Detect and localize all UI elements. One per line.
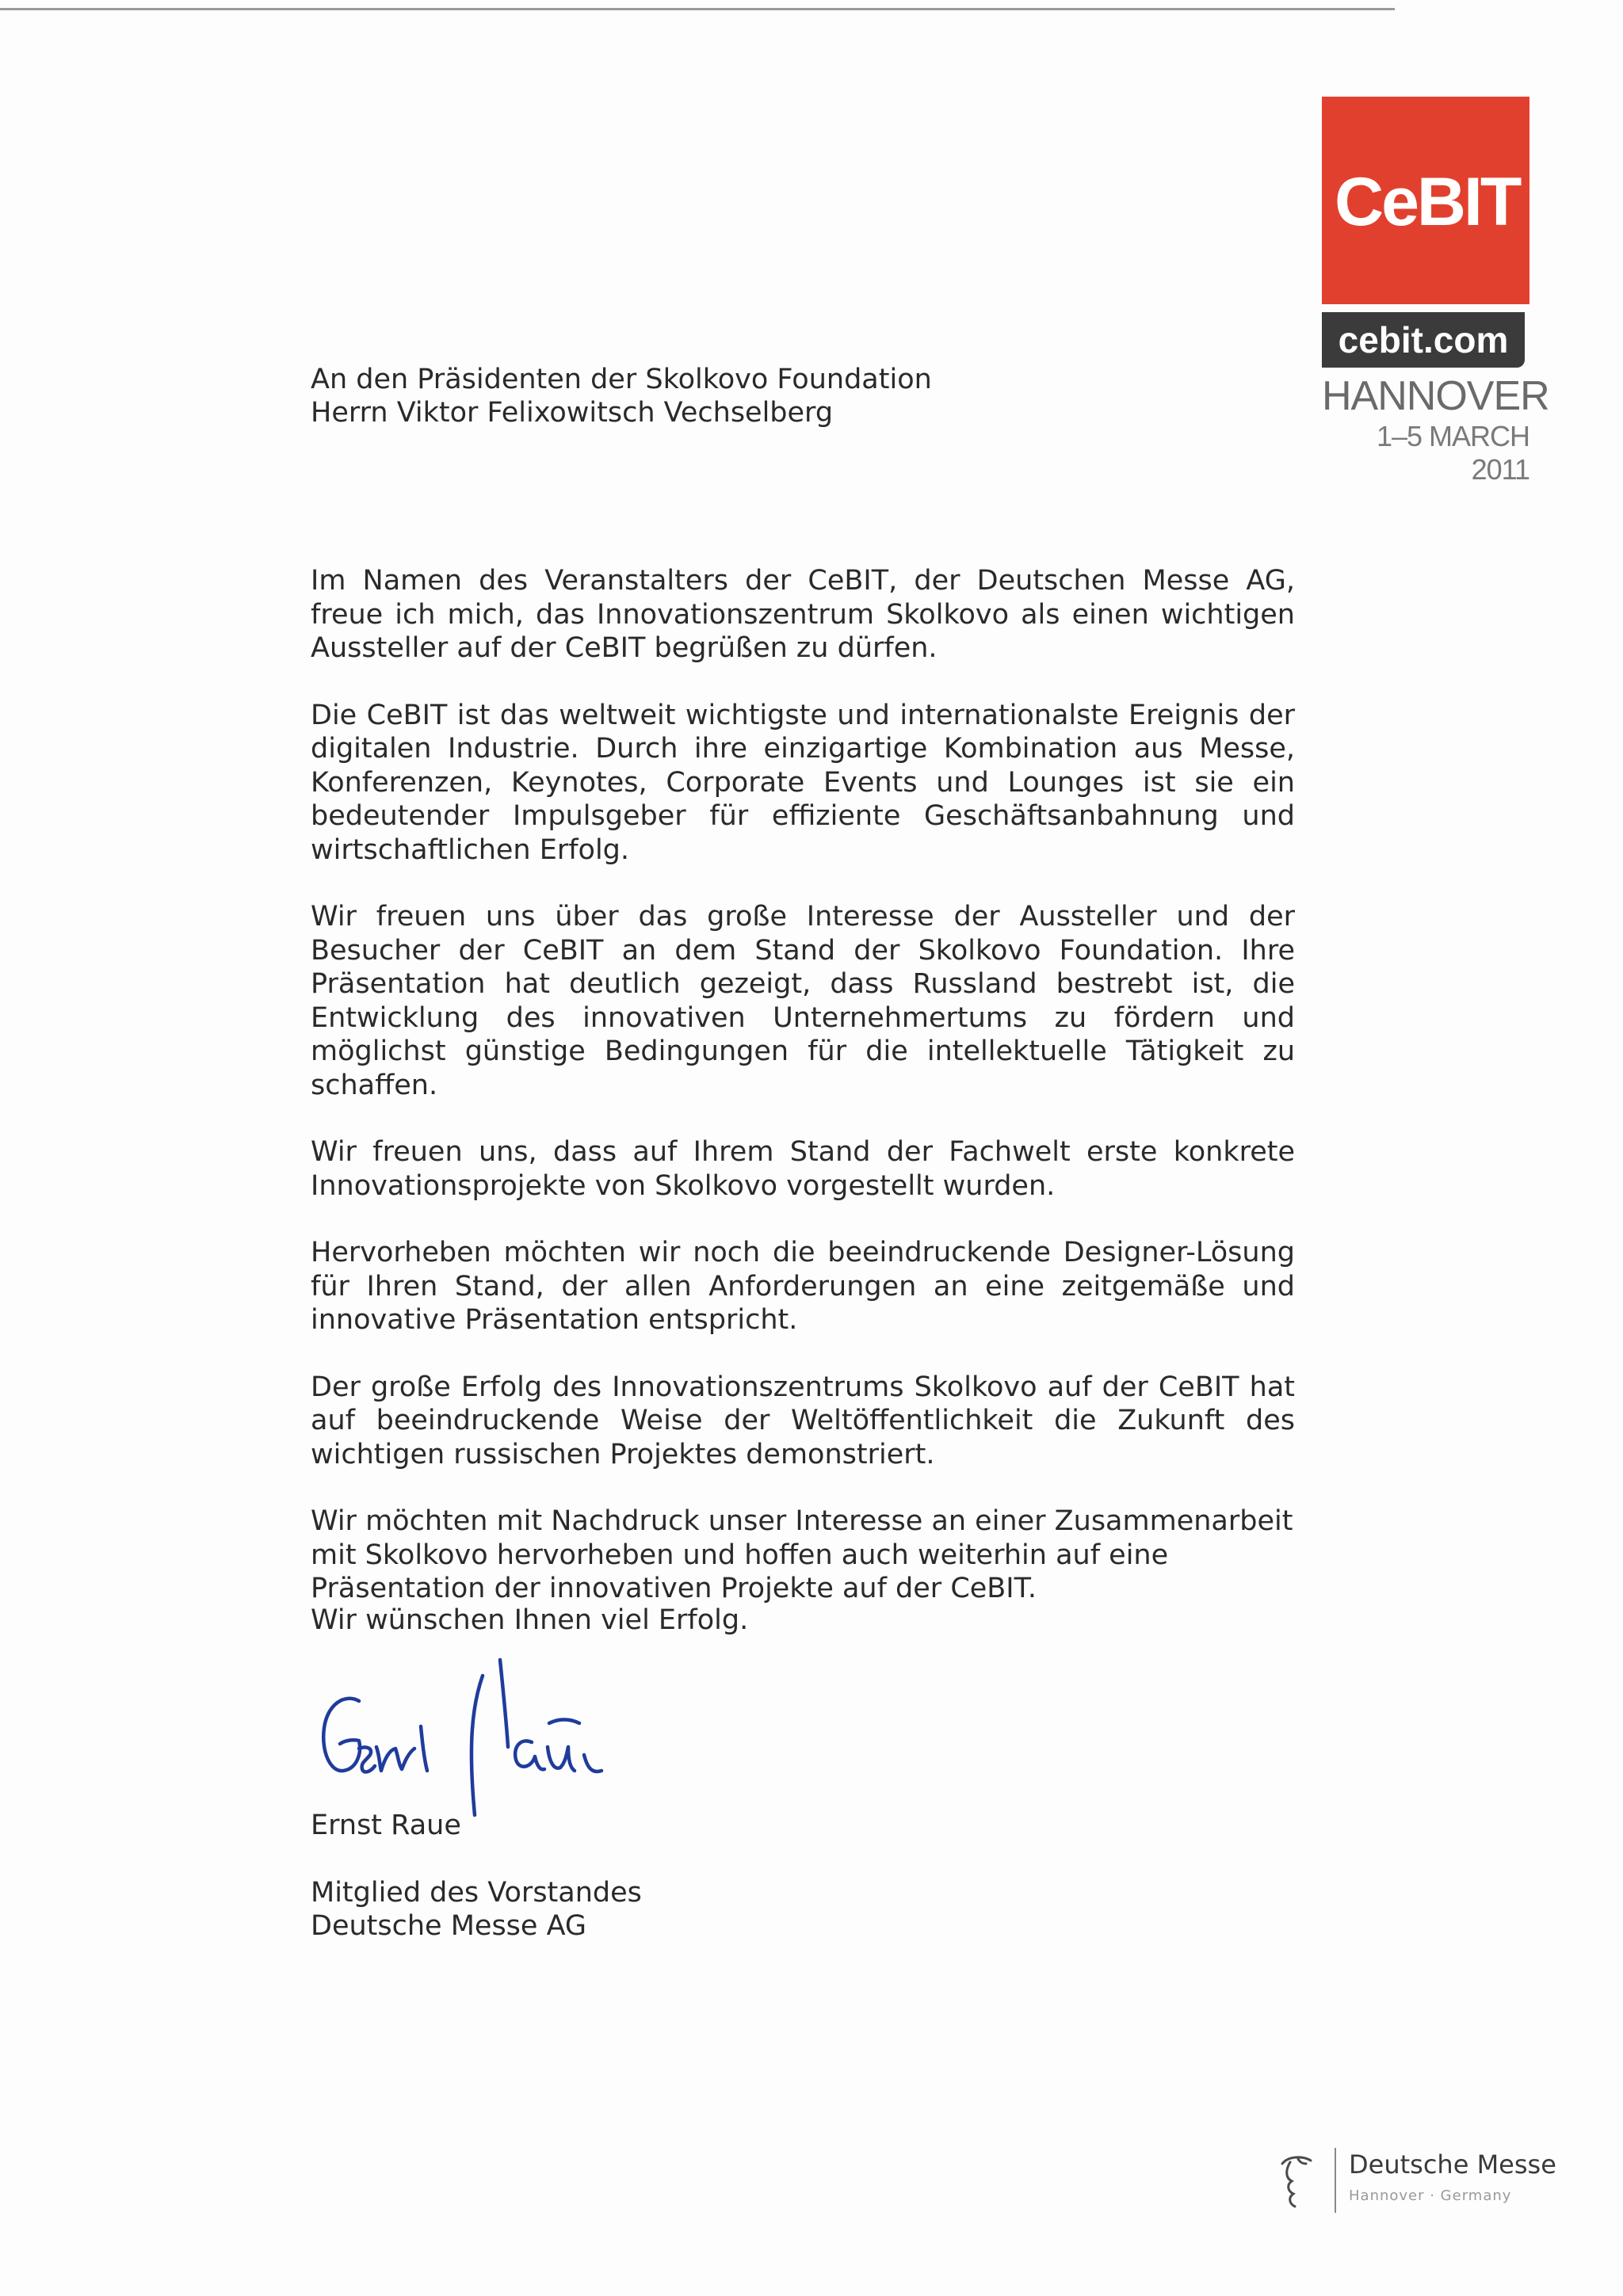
paragraph: Der große Erfolg des Innovationszentrums Skolkovo auf der CeBIT hat auf beeindruckende Weise der Weltöffentlichkeit die Zukunft des wichtigen russischen Projektes demonstriert. xyxy=(311,1371,1295,1470)
paragraph: Im Namen des Veranstalters der CeBIT, der Deutschen Messe AG, freue ich mich, das Innovationszentrum Skolkovo als einen wichtigen Aussteller auf der CeBIT begrüßen zu dürfen. xyxy=(311,565,1295,664)
footer-separator xyxy=(1335,2148,1336,2213)
paragraph: Wir freuen uns über das große Interesse der Aussteller und der Besucher der CeBIT an dem Stand der Skolkovo Foundation. Ihre Präsentation hat deutlich gezeigt, dass Russland bestrebt ist, die Entwicklung des innovativen Unternehmertums zu fördern und möglichst günstige Bedingungen für die intellektuelle Tätigkeit zu schaffen. xyxy=(311,901,1295,1101)
paragraph: Hervorheben möchten wir noch die beeindruckende Designer-Lösung für Ihren Stand, der allen Anforderungen an eine zeitgemäße und innovative Präsentation entspricht. xyxy=(311,1237,1295,1336)
closing-line: Wir wünschen Ihnen viel Erfolg. xyxy=(311,1604,749,1636)
handwritten-signature xyxy=(313,1628,662,1818)
letter-body xyxy=(311,564,1295,1639)
cebit-logo-red-block xyxy=(1322,97,1529,304)
cebit-site: cebit.com xyxy=(1322,312,1525,368)
recipient-line-2: Herrn Viktor Felixowitsch Vechselberg xyxy=(311,397,834,429)
deutsche-messe-head-icon xyxy=(1276,2149,1316,2213)
cebit-logo xyxy=(1322,97,1549,486)
recipient-line-1: An den Präsidenten der Skolkovo Foundation xyxy=(311,364,932,395)
paragraph: Wir möchten mit Nachdruck unser Interesse an einer Zusammenarbeit mit Skolkovo hervorheben und hoffen auch weiterhin auf eine Präsentation der innovativen Projekte auf der CeBIT. xyxy=(311,1505,1293,1604)
signer-company: Deutsche Messe AG xyxy=(311,1910,587,1942)
cebit-dates: 1–5 MARCH 2011 xyxy=(1376,420,1529,486)
deutsche-messe-logo xyxy=(1276,2143,1556,2214)
paragraph: Die CeBIT ist das weltweit wichtigste und internationalste Ereignis der digitalen Industrie. Durch ihre einzigartige Kombination aus Messe, Konferenzen, Keynotes, Corporate Events und Lounges ist sie ein bedeutender Impulsgeber für effiziente Geschäftsanbahnung und wirtschaftlichen Erfolg. xyxy=(311,699,1295,866)
footer-company-name: Deutsche Messe xyxy=(1349,2149,1556,2180)
footer-location: Hannover · Germany xyxy=(1349,2187,1512,2204)
paragraph: Wir freuen uns, dass auf Ihrem Stand der Fachwelt erste konkrete Innovationsprojekte von Skolkovo vorgestellt wurden. xyxy=(311,1136,1295,1202)
signer-position xyxy=(311,1876,642,1943)
cebit-city: HANNOVER xyxy=(1322,373,1549,419)
signer-name: Ernst Raue xyxy=(311,1810,461,1841)
signer-title: Mitglied des Vorstandes xyxy=(311,1877,642,1909)
recipient-address xyxy=(311,363,932,429)
top-rule xyxy=(0,8,1623,10)
cebit-wordmark: CeBIT xyxy=(1335,164,1520,240)
